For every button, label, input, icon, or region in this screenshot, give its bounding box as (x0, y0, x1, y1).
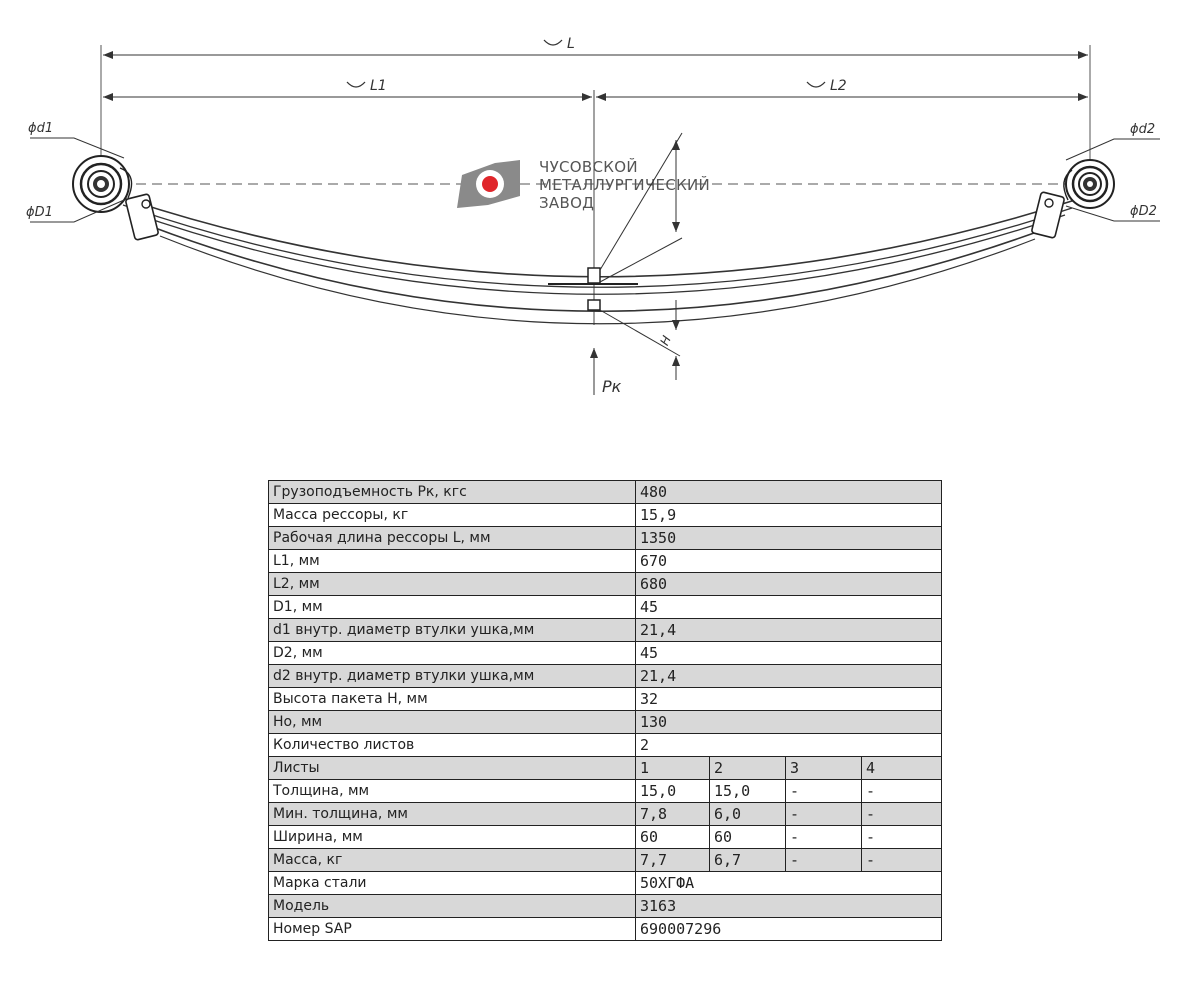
spec-value: 2 (636, 734, 942, 757)
spec-row (269, 573, 942, 596)
logo-red-dot (482, 176, 498, 192)
leaf-row (269, 849, 942, 872)
spec-label: L1, мм (269, 550, 636, 573)
spec-label: Масса рессоры, кг (269, 504, 636, 527)
spec-row (269, 619, 942, 642)
spec-row (269, 918, 942, 941)
spec-value: 32 (636, 688, 942, 711)
logo-line-2: МЕТАЛЛУРГИЧЕСКИЙ (539, 176, 711, 194)
spec-row (269, 527, 942, 550)
spec-label: L2, мм (269, 573, 636, 596)
spec-label: d2 внутр. диаметр втулки ушка,мм (269, 665, 636, 688)
label-H: H (657, 333, 674, 348)
leaf-value: 3 (786, 757, 862, 780)
spec-label: Количество листов (269, 734, 636, 757)
logo-line-1: ЧУСОВСКОЙ (539, 158, 638, 176)
spec-table (268, 480, 942, 941)
spec-label: Марка стали (269, 872, 636, 895)
right-clamp (1031, 192, 1064, 239)
spec-row (269, 688, 942, 711)
leaf-row (269, 757, 942, 780)
spec-row (269, 895, 942, 918)
spec-label: d1 внутр. диаметр втулки ушка,мм (269, 619, 636, 642)
leaf-value: 60 (636, 826, 710, 849)
label-L2: L2 (830, 78, 847, 94)
spec-value: 680 (636, 573, 942, 596)
spec-label: Рабочая длина рессоры L, мм (269, 527, 636, 550)
spec-value: 50ХГФА (636, 872, 942, 895)
leaf-value: 7,8 (636, 803, 710, 826)
label-L1: L1 (370, 78, 387, 94)
spec-row (269, 665, 942, 688)
spec-label: D1, мм (269, 596, 636, 619)
label-Pk: Pк (602, 377, 622, 396)
spec-row (269, 872, 942, 895)
leaf-value: 1 (636, 757, 710, 780)
spec-row (269, 734, 942, 757)
leaf-row-label: Мин. толщина, мм (269, 803, 636, 826)
spec-label: Высота пакета Н, мм (269, 688, 636, 711)
spec-row (269, 504, 942, 527)
leaf-row-label: Толщина, мм (269, 780, 636, 803)
spec-value: 21,4 (636, 619, 942, 642)
leaf-value: - (786, 849, 862, 872)
spec-value: 130 (636, 711, 942, 734)
leaf-value: - (862, 826, 942, 849)
leaf-value: - (862, 849, 942, 872)
left-eye (73, 156, 132, 212)
spec-value: 480 (636, 481, 942, 504)
leaf-row (269, 826, 942, 849)
spec-row (269, 642, 942, 665)
leaf-row-label: Ширина, мм (269, 826, 636, 849)
leaf-value: - (786, 780, 862, 803)
spec-row (269, 481, 942, 504)
leaf-spring-drawing (0, 0, 1200, 420)
label-d1: ϕd1 (28, 121, 54, 136)
leaf-value: 2 (710, 757, 786, 780)
label-L: L (567, 36, 575, 52)
spec-table-body (269, 481, 942, 941)
leaf-value: 7,7 (636, 849, 710, 872)
spec-label: Номер SAP (269, 918, 636, 941)
logo-line-3: ЗАВОД (539, 194, 595, 212)
spec-row (269, 550, 942, 573)
leaf-value: - (786, 826, 862, 849)
leaf-value: - (786, 803, 862, 826)
leaf-value: 60 (710, 826, 786, 849)
spec-value: 15,9 (636, 504, 942, 527)
spec-label: D2, мм (269, 642, 636, 665)
leaf-value: 15,0 (710, 780, 786, 803)
company-logo (457, 157, 710, 212)
label-d2: ϕd2 (1130, 122, 1156, 137)
spec-value: 1350 (636, 527, 942, 550)
label-D1: ϕD1 (26, 205, 53, 220)
label-D2: ϕD2 (1130, 204, 1157, 219)
spec-value: 45 (636, 596, 942, 619)
spec-value: 21,4 (636, 665, 942, 688)
leaf-value: 6,7 (710, 849, 786, 872)
leaf-value: 15,0 (636, 780, 710, 803)
spec-row (269, 596, 942, 619)
leaf-row (269, 780, 942, 803)
leaf-value: 4 (862, 757, 942, 780)
spec-label: Модель (269, 895, 636, 918)
leaf-row-label: Масса, кг (269, 849, 636, 872)
spec-value: 45 (636, 642, 942, 665)
leaf-value: 6,0 (710, 803, 786, 826)
spec-value: 3163 (636, 895, 942, 918)
left-clamp (125, 194, 158, 241)
dimension-L1-L2 (103, 78, 1088, 97)
leaf-value: - (862, 780, 942, 803)
spec-row (269, 711, 942, 734)
leaf-value: - (862, 803, 942, 826)
spec-value: 670 (636, 550, 942, 573)
spec-label: Грузоподъемность Рк, кгс (269, 481, 636, 504)
spec-value: 690007296 (636, 918, 942, 941)
center-bolt (548, 268, 638, 310)
leaf-row (269, 803, 942, 826)
camber-dimension (600, 133, 682, 282)
spec-label: Но, мм (269, 711, 636, 734)
leaf-row-label: Листы (269, 757, 636, 780)
